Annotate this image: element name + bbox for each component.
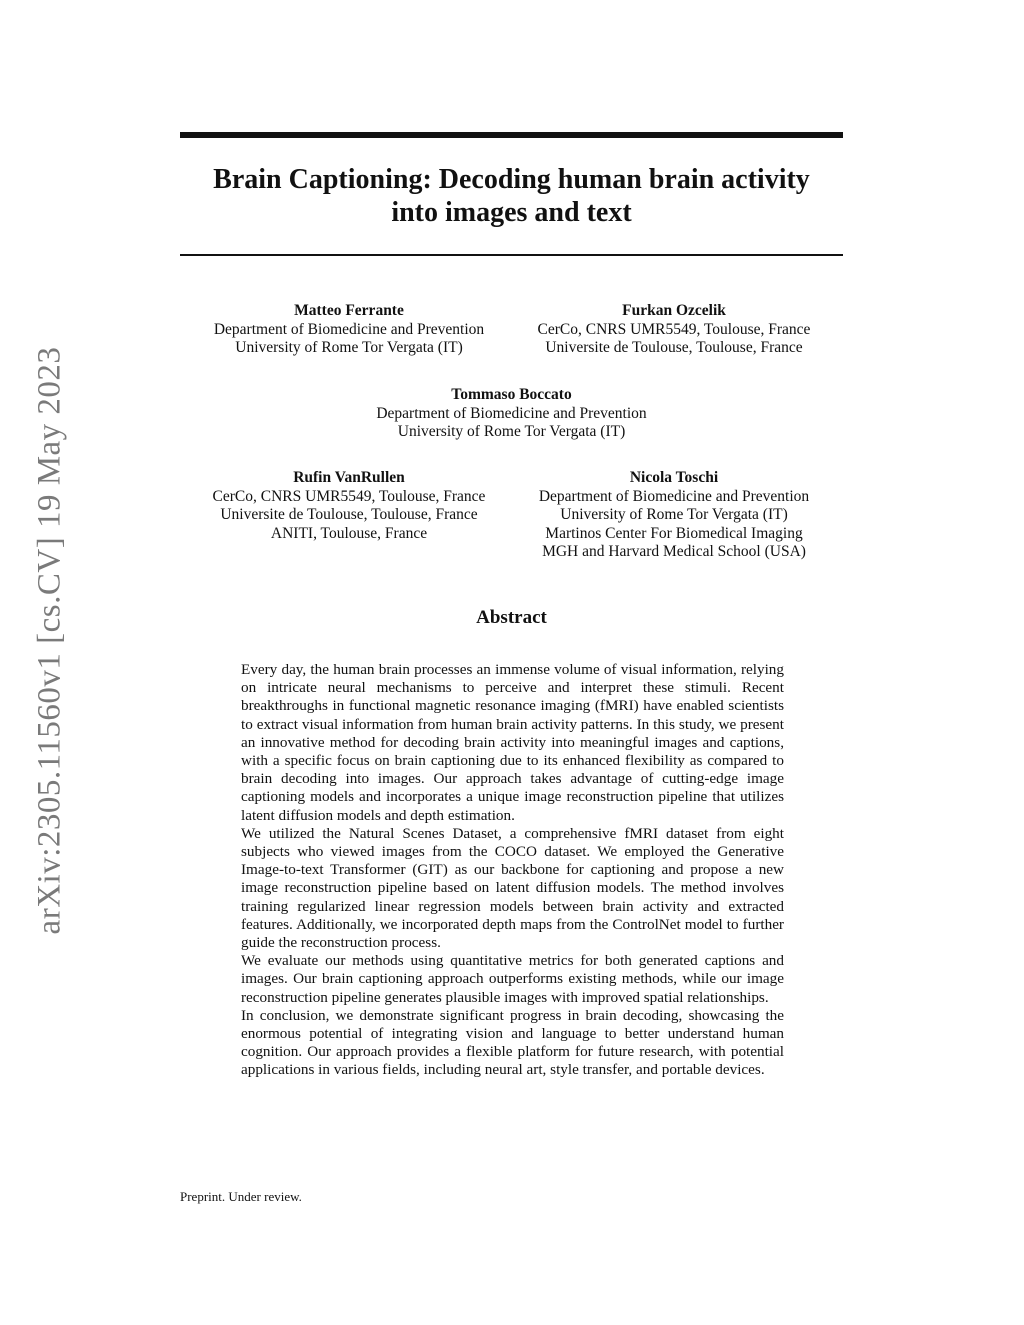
author-block (180, 302, 518, 358)
abstract-heading: Abstract (476, 607, 547, 628)
author-affiliation: ANITI, Toulouse, France (270, 524, 428, 542)
author-block (505, 302, 843, 358)
abstract-paragraph: We evaluate our methods using quantitative metrics for both generated captions and images. Our brain captioning approach outperforms existing methods, while our image reconstruction pipeline generates plausible images with improved spatial relationships. (241, 952, 784, 1006)
author-affiliation: CerCo, CNRS UMR5549, Toulouse, France (537, 320, 811, 338)
author-affiliation: Department of Biomedicine and Prevention (213, 320, 485, 338)
author-block (180, 469, 518, 543)
preprint-footnote: Preprint. Under review. (180, 1189, 302, 1204)
author-affiliation: Martinos Center For Biomedical Imaging (545, 524, 803, 542)
author-affiliation: University of Rome Tor Vergata (IT) (397, 423, 626, 440)
title-line-2: into images and text (391, 197, 632, 228)
author-affiliation: University of Rome Tor Vergata (IT) (560, 506, 788, 523)
title-rule-top (180, 132, 843, 138)
author-affiliation: Department of Biomedicine and Prevention (538, 487, 810, 505)
author-affiliation: Department of Biomedicine and Prevention (376, 404, 647, 422)
author-affiliation: Universite de Toulouse, Toulouse, France (545, 339, 803, 356)
author-name: Furkan Ozcelik (622, 302, 726, 319)
author-affiliation: University of Rome Tor Vergata (IT) (235, 339, 463, 356)
author-block (505, 469, 843, 562)
author-name: Matteo Ferrante (294, 302, 404, 319)
abstract-body (241, 661, 784, 1080)
title-line-1: Brain Captioning: Decoding human brain activity (213, 164, 810, 195)
title-rule-bottom (180, 254, 843, 256)
author-name: Rufin VanRullen (293, 469, 405, 486)
author-name: Tommaso Boccato (451, 386, 572, 403)
abstract-paragraph: We utilized the Natural Scenes Dataset, a comprehensive fMRI dataset from eight subjects who viewed images from the COCO dataset. We employed the Generative Image-to-text Transformer (GIT) as our backbone for captioning and propose a new image reconstruction pipeline based on latent diffusion models. The method involves training regularized linear regression models between brain activity and extracted features. Additionally, we incorporated depth maps from the ControlNet model to further guide the reconstruction process. (241, 824, 784, 952)
author-affiliation: MGH and Harvard Medical School (USA) (542, 543, 806, 560)
author-affiliation: Universite de Toulouse, Toulouse, France (220, 506, 478, 523)
arxiv-identifier-text: arXiv:2305.11560v1 [cs.CV] 19 May 2023 (31, 346, 68, 934)
author-affiliation: CerCo, CNRS UMR5549, Toulouse, France (212, 487, 486, 505)
paper-title (180, 163, 843, 229)
author-block (180, 386, 843, 442)
author-name: Nicola Toschi (629, 469, 719, 486)
abstract-paragraph: In conclusion, we demonstrate significant progress in brain decoding, showcasing the enormous potential of integrating vision and language to better understand human cognition. Our approach provides a flexible platform for future research, with potential applications in various fields, including neural art, style transfer, and portable devices. (241, 1006, 784, 1079)
arxiv-identifier (30, 340, 70, 940)
abstract-paragraph: Every day, the human brain processes an immense volume of visual information, relying on intricate neural mechanisms to perceive and interpret these stimuli. Recent breakthroughs in functional magnetic resonance imaging (fMRI) have enabled scientists to extract visual information from human brain activity patterns. In this study, we present an innovative method for decoding brain activity into meaningful images and captions, with a specific focus on brain captioning due to its enhanced flexibility as compared to brain decoding into images. Our approach takes advantage of cutting-edge image captioning models and incorporates a unique image reconstruction pipeline that utilizes latent diffusion models and depth estimation. (241, 661, 784, 824)
